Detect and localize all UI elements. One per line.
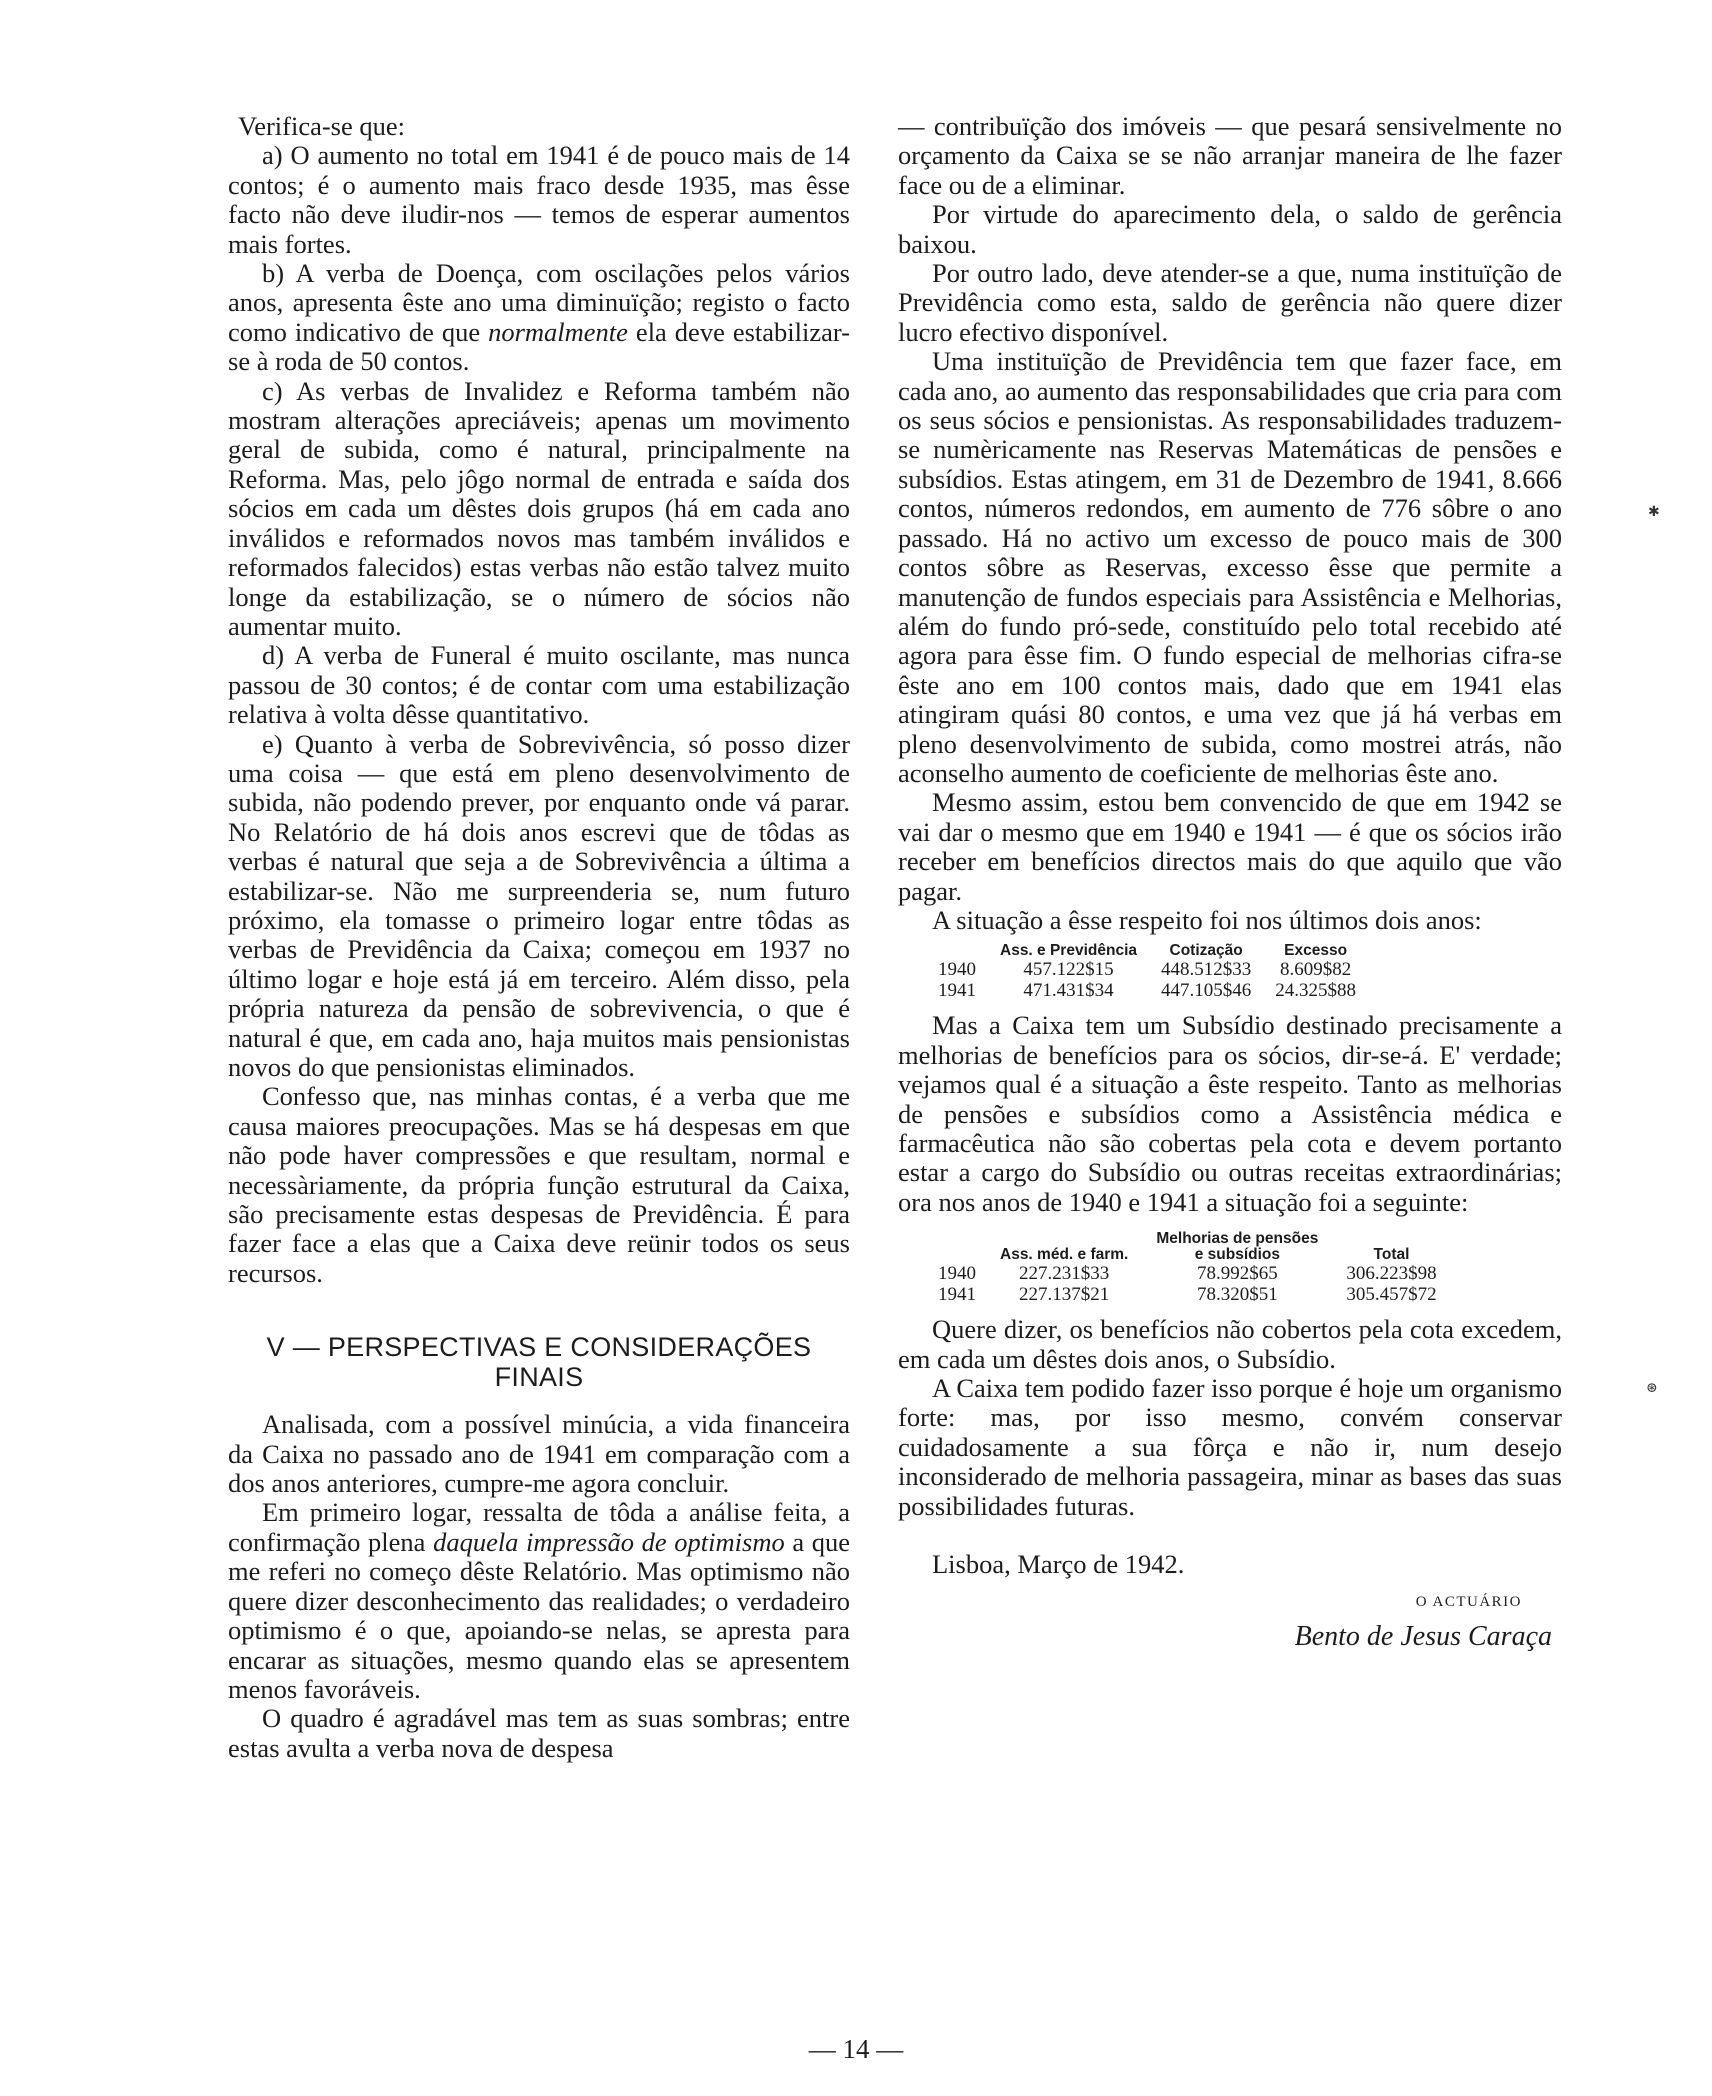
paragraph: Verifica-se que: [238,111,406,141]
table-melhorias [938,1231,1449,1305]
paragraph [228,1498,850,1704]
table-header: Ass. méd. e farm. [1000,1246,1129,1264]
italic-text: daquela impressão de optimismo [433,1526,785,1557]
table-cell: 24.325$88 [1275,980,1356,1002]
left-column [228,112,850,1763]
place-date: Lisboa, Março de 1942. [932,1549,1185,1580]
speck-mark: ✱ [1648,505,1660,520]
table-cell: 78.320$51 [1196,1284,1278,1306]
table-header-row [938,943,1368,959]
table-row [938,1263,1449,1284]
table-cell: 1940 [938,1263,976,1285]
table-cell: 471.431$34 [1023,980,1114,1002]
text-span: b) A verba de Doença, com oscilações pelos vários anos, apresenta êste ano uma diminuïção; registo o facto como indicativo de que [228,258,850,347]
paragraph: c) As verbas de Invalidez e Reforma também não mostram alterações apreciáveis; apenas um movimento geral de subida, como é natural, principalmente na Reforma. Mas, pelo jôgo normal de entrada e saída dos sócios em cada um dêstes dois grupos (há em cada ano inválidos e reformados novos mas também inválidos e reformados falecidos) estas verbas não estão talvez muito longe da estabilização, se o número de sócios não aumentar muito. [228,375,850,641]
paragraph: — contribuïção dos imóveis — que pesará sensivelmente no orçamento da Caixa se se não arranjar maneira de lhe fazer face ou de a eliminar. [898,111,1562,200]
table-cell: 227.137$21 [1019,1284,1110,1306]
table-cell: 227.231$33 [1019,1263,1110,1285]
table-cell: 8.609$82 [1280,959,1352,981]
table-previdencia [938,943,1368,1001]
text-span: a que me referi no começo dêste Relatório. Mas optimismo não quere dizer desconhecimento das realidades; o verdadeiro optimismo é o que, apoiando-se nelas, se apresta para encarar as situações, mesmo quando elas se apresentem menos favoráveis. [228,1526,850,1704]
table-header: Total [1373,1246,1410,1264]
table-cell: 457.122$15 [1023,959,1114,981]
table-header-row [938,1231,1449,1263]
table-cell: 447.105$46 [1161,980,1252,1002]
table-cell: 1940 [938,959,976,981]
table-header: Excesso [1284,942,1348,960]
table-header: Ass. e Previdência [1000,942,1137,960]
right-column [898,112,1562,1653]
paragraph [228,259,850,377]
paragraph: A situação a êsse respeito foi nos últimos dois anos: [932,904,1482,935]
table-cell: 78.992$65 [1196,1263,1278,1285]
paragraph: Mas a Caixa tem um Subsídio destinado precisamente a melhorias de benefícios para os sócios, dir-se-á. E' verdade; vejamos qual é a situação a êste respeito. Tanto as melhorias de pensões e subsídios como a Assistência médica e farmacêutica não são cobertas pela cota e devem portanto estar a cargo do Subsídio ou outras receitas extraordinárias; ora nos anos de 1940 e 1941 a situação foi a seguinte: [898,1010,1562,1217]
section-heading [228,1332,850,1392]
paragraph: Confesso que, nas minhas contas, é a verba que me causa maiores preocupações. Mas se há despesas em que não pode haver compressões e que resultam, normal e necessàriamente, da própria função estrutural da Caixa, são precisamente estas despesas de Previdência. É para fazer face a elas que a Caixa deve reünir todos os seus recursos. [228,1081,850,1288]
table-row [938,959,1368,980]
table-cell: 306.223$98 [1346,1263,1437,1285]
speck-mark: ⊛ [1646,1381,1658,1396]
paragraph: O quadro é agradável mas tem as suas sombras; entre estas avulta a verba nova de despesa [228,1703,850,1763]
table-header: Cotização [1169,942,1243,960]
text-span: ela deve estabilizar-se à roda de 50 contos. [228,316,851,377]
paragraph: Analisada, com a possível minúcia, a vida financeira da Caixa no passado ano de 1941 em comparação com a dos anos anteriores, cumpre-me agora concluir. [228,1409,850,1499]
paragraph: d) A verba de Funeral é muito oscilante, mas nunca passou de 30 contos; é de contar com uma estabilização relativa à volta dêsse quantitativo. [228,640,850,730]
table-header [938,943,988,959]
table-cell: 305.457$72 [1346,1284,1437,1306]
table-header [938,1231,988,1263]
italic-text: normalmente [488,316,628,347]
heading-line: FINAIS [494,1362,584,1393]
signatory-role: O ACTUÁRIO [1415,1594,1522,1611]
table-row [938,1284,1449,1305]
paragraph: Por virtude do aparecimento dela, o saldo de gerência baixou. [898,199,1562,259]
paragraph: Quere dizer, os benefícios não cobertos pela cota excedem, em cada um dêstes dois anos, o Subsídio. [898,1314,1562,1374]
table-row [938,980,1368,1001]
paragraph: Mesmo assim, estou bem convencido de que em 1942 se vai dar o mesmo que em 1940 e 1941 — é que os sócios irão receber em benefícios directos mais do que aquilo que vão pagar. [898,787,1562,906]
signature: Bento de Jesus Caraça [1294,1621,1552,1653]
paragraph: e) Quanto à verba de Sobrevivência, só posso dizer uma coisa — que está em pleno desenvolvimento de subida, não podendo prever, por enquanto onde vá parar. No Relatório de há dois anos escrevi que de tôdas as verbas é natural que seja a de Sobrevivência a última a estabilizar-se. Não me surpreenderia se, num futuro próximo, ela tomasse o primeiro logar entre tôdas as verbas de Previdência da Caixa; começou em 1937 no último logar e hoje está já em terceiro. Além disso, pela própria natureza da pensão de sobrevivencia, o que é natural é que, em cada ano, haja muitos mais pensionistas novos do que pensionistas eliminados. [228,728,850,1082]
paragraph: a) O aumento no total em 1941 é de pouco mais de 14 contos; é o aumento mais fraco desde 1935, mas êsse facto não deve iludir-nos — temos de esperar aumentos mais fortes. [228,140,850,259]
paragraph: Uma instituïção de Previdência tem que fazer face, em cada ano, ao aumento das responsabilidades que cria para com os seus sócios e pensionistas. As responsabilidades traduzem-se numèricamente nas Reservas Matemáticas de pensões e subsídios. Estas atingem, em 31 de Dezembro de 1941, 8.666 contos, números redondos, em aumento de 776 sôbre o ano passado. Há no activo um excesso de pouco mais de 300 contos sôbre as Reservas, excesso êsse que permite a manutenção de fundos especiais para Assistência e Melhorias, além do fundo pró-sede, constituído pelo total recebido até agora para êsse fim. O fundo especial de melhorias cifra-se êste ano em 100 contos mais, dado que em 1941 elas atingiram quási 80 contos, e uma vez que já há verbas em pleno desenvolvimento de subida, como mostrei atrás, não aconselho aumento de coeficiente de melhorias êste ano. [898,346,1562,788]
heading-line: V — PERSPECTIVAS E CONSIDERAÇÕES [266,1332,812,1363]
paragraph: A Caixa tem podido fazer isso porque é hoje um organismo forte: mas, por isso mesmo, convém conservar cuidadosamente a sua fôrça e não ir, num desejo inconsiderado de melhoria passageira, minar as bases das suas possibilidades futuras. [898,1373,1562,1521]
table-cell: 1941 [938,1284,976,1306]
page-number: — 14 — [808,2034,904,2064]
text-span: Em primeiro logar, ressalta de tôda a análise feita, a confirmação plena [228,1497,850,1557]
table-header: Melhorias de pensões e subsídios [1156,1230,1319,1264]
table-cell: 1941 [938,980,976,1002]
table-cell: 448.512$33 [1161,959,1252,981]
paragraph: Por outro lado, deve atender-se a que, numa instituïção de Previdência como esta, saldo de gerência não quere dizer lucro efectivo disponível. [898,258,1562,347]
